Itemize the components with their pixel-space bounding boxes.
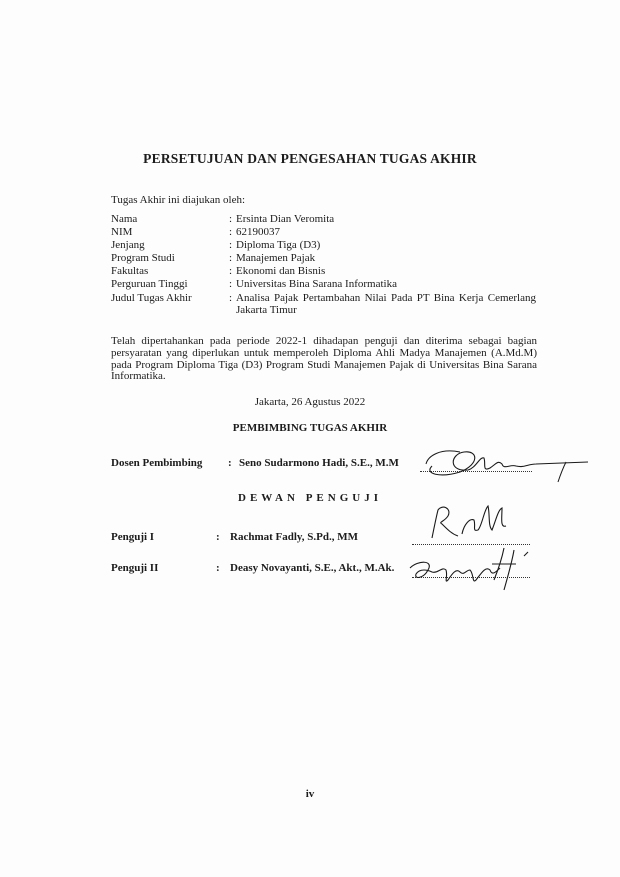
approval-paragraph: Telah dipertahankan pada periode 2022-1 dihadapan penguji dan diterima sebagai bagian persyaratan yang diperlukan untuk memperoleh Diploma Ahli Madya Manajemen (A.Md.M) pada Program Diploma Tiga (D3) Program Studi Manajemen Pajak di Universitas Bina Sarana Informatika.: [111, 335, 537, 383]
advisor-heading: PEMBIMBING TUGAS AKHIR: [232, 422, 388, 434]
field-label: Jenjang: [111, 239, 145, 251]
field-label: NIM: [111, 226, 133, 238]
examiner-1-name: Rachmat Fadly, S.Pd., MM: [230, 531, 359, 543]
examiner-1-label: Penguji I: [111, 531, 155, 543]
field-label: Nama: [111, 213, 138, 225]
field-value: Analisa Pajak Pertambahan Nilai Pada PT Bina Kerja Cemerlang Jakarta Timur: [236, 292, 536, 316]
field-label: Program Studi: [111, 252, 175, 264]
advisor-signature: [420, 442, 590, 486]
field-value: Diploma Tiga (D3): [236, 239, 321, 251]
field-value: Ekonomi dan Bisnis: [236, 265, 326, 277]
field-value: Universitas Bina Sarana Informatika: [236, 278, 397, 290]
field-colon: :: [229, 292, 233, 304]
field-label: Fakultas: [111, 265, 149, 277]
intro-text: Tugas Akhir ini diajukan oleh:: [111, 194, 246, 206]
examiner-2-signature: [404, 540, 554, 596]
advisor-colon: :: [228, 457, 232, 469]
field-value: Manajemen Pajak: [236, 252, 316, 264]
examiner-2-colon: :: [216, 562, 220, 574]
examiner-2-label: Penguji II: [111, 562, 159, 574]
field-colon: :: [229, 239, 233, 251]
examiner-1-signature: [418, 500, 518, 544]
field-colon: :: [229, 226, 233, 238]
examiner-1-colon: :: [216, 531, 220, 543]
page-number: iv: [305, 788, 315, 800]
advisor-label: Dosen Pembimbing: [111, 457, 203, 469]
examiner-2-name: Deasy Novayanti, S.E., Akt., M.Ak.: [230, 562, 395, 574]
board-heading: DEWAN PENGUJI: [238, 492, 382, 504]
field-colon: :: [229, 213, 233, 225]
field-value: 62190037: [236, 226, 280, 238]
advisor-name: Seno Sudarmono Hadi, S.E., M.M: [239, 457, 399, 469]
field-colon: :: [229, 265, 233, 277]
field-colon: :: [229, 278, 233, 290]
document-title: PERSETUJUAN DAN PENGESAHAN TUGAS AKHIR: [143, 151, 477, 166]
field-value: Ersinta Dian Veromita: [236, 213, 335, 225]
field-colon: :: [229, 252, 233, 264]
place-date: Jakarta, 26 Agustus 2022: [254, 396, 366, 408]
field-label: Perguruan Tinggi: [111, 278, 188, 290]
field-label: Judul Tugas Akhir: [111, 292, 192, 304]
